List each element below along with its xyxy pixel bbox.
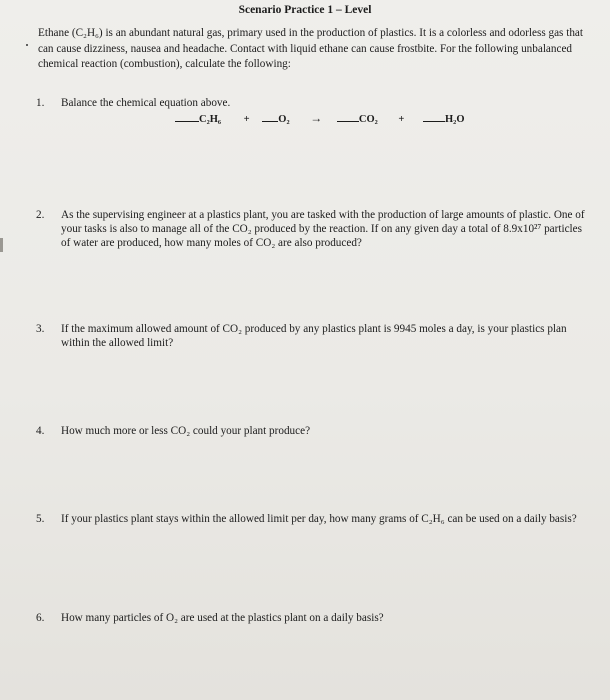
coefficient-blank-3[interactable] [337, 111, 359, 122]
reactant-2: O₂ [278, 114, 290, 125]
question-text: As the supervising engineer at a plastics plant, you are tasked with the production of large amounts of plastic. One of your tasks is also to manage all of the CO₂ produced by the reaction. If on any given day a total of 8.9x10²⁷ particles of water are produced, how many moles of CO₂ are also produced? [61, 209, 585, 249]
plus-sign: + [243, 114, 250, 125]
page-edge-mark [0, 238, 3, 252]
stray-mark [26, 44, 28, 46]
question-text: Balance the chemical equation above. [61, 97, 231, 109]
question-number: 5. [36, 513, 45, 525]
question-number: 3. [36, 323, 45, 335]
coefficient-blank-4[interactable] [423, 111, 445, 122]
question-text: How much more or less CO₂ could your plant produce? [61, 425, 311, 437]
reaction-arrow: → [310, 111, 323, 125]
coefficient-blank-2[interactable] [262, 111, 278, 122]
product-2: H₂O [445, 114, 465, 125]
question-number: 6. [36, 612, 45, 624]
question-text: If the maximum allowed amount of CO₂ produced by any plastics plant is 9945 moles a day, is your plastics plan within the allowed limit? [61, 323, 567, 349]
intro-paragraph: Ethane (C₂H₆) is an abundant natural gas, primary used in the production of plastics. It is a colorless and odorless gas that can cause dizziness, nausea and headache. Contact with liquid ethane can cause frostbite. For the following unbalanced chemical reaction (combustion), calculate the following: [38, 27, 583, 70]
question-number: 1. [36, 97, 45, 109]
page-title: Scenario Practice 1 – Level [238, 4, 372, 16]
reactant-1: C₂H₆ [199, 114, 222, 125]
question-text: How many particles of O₂ are used at the plastics plant on a daily basis? [61, 612, 384, 624]
question-number: 4. [36, 425, 45, 437]
chemical-equation [175, 111, 465, 126]
product-1: CO₂ [358, 114, 378, 125]
coefficient-blank-1[interactable] [175, 111, 199, 122]
question-text: If your plastics plant stays within the allowed limit per day, how many grams of C₂H₆ can be used on a daily basis? [61, 513, 577, 525]
question-number: 2. [36, 209, 45, 221]
plus-sign: + [398, 114, 405, 125]
